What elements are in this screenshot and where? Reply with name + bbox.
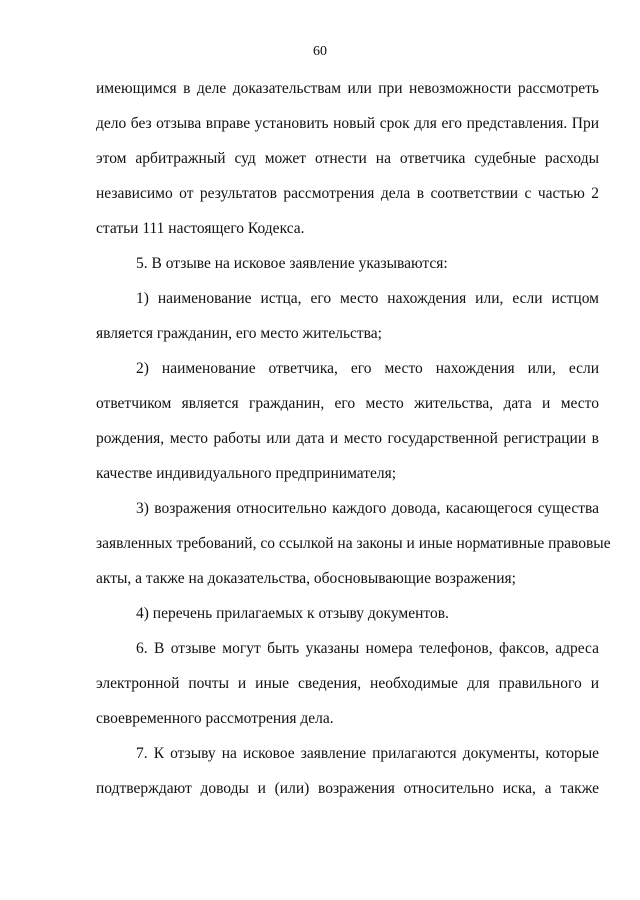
text-line: 3) возражения относительно каждого довода, касающегося существа <box>136 500 599 517</box>
text-line: дело без отзыва вправе установить новый срок для его представления. При <box>96 115 599 132</box>
text-line: рождения, место работы или дата и место государственной регистрации в <box>96 430 599 447</box>
text-line: электронной почты и иные сведения, необходимые для правильного и <box>96 675 599 692</box>
text-line: 2) наименование ответчика, его место нахождения или, если <box>136 360 599 377</box>
text-line: 1) наименование истца, его место нахождения или, если истцом <box>136 290 599 307</box>
text-line: 7. К отзыву на исковое заявление прилагаются документы, которые <box>136 745 599 762</box>
text-line: своевременного рассмотрения дела. <box>96 710 334 727</box>
text-line: подтверждают доводы и (или) возражения относительно иска, а также <box>96 780 599 797</box>
page-number: 60 <box>313 44 327 59</box>
text-line: акты, а также на доказательства, обосновывающие возражения; <box>96 570 516 587</box>
text-line: качестве индивидуального предпринимателя; <box>96 465 397 482</box>
text-line: 6. В отзыве могут быть указаны номера телефонов, факсов, адреса <box>136 640 599 657</box>
text-line: заявленных требований, со ссылкой на законы и иные нормативные правовые <box>96 535 611 552</box>
text-line: 5. В отзыве на исковое заявление указываются: <box>136 255 448 272</box>
text-line: статьи 111 настоящего Кодекса. <box>96 220 305 237</box>
text-line: независимо от результатов рассмотрения дела в соответствии с частью 2 <box>96 185 599 202</box>
text-line: имеющимся в деле доказательствам или при невозможности рассмотреть <box>96 80 599 97</box>
text-line: 4) перечень прилагаемых к отзыву документов. <box>136 605 449 622</box>
text-line: является гражданин, его место жительства; <box>96 325 382 342</box>
text-line: ответчиком является гражданин, его место жительства, дата и место <box>96 395 599 412</box>
text-line: этом арбитражный суд может отнести на ответчика судебные расходы <box>96 150 599 167</box>
